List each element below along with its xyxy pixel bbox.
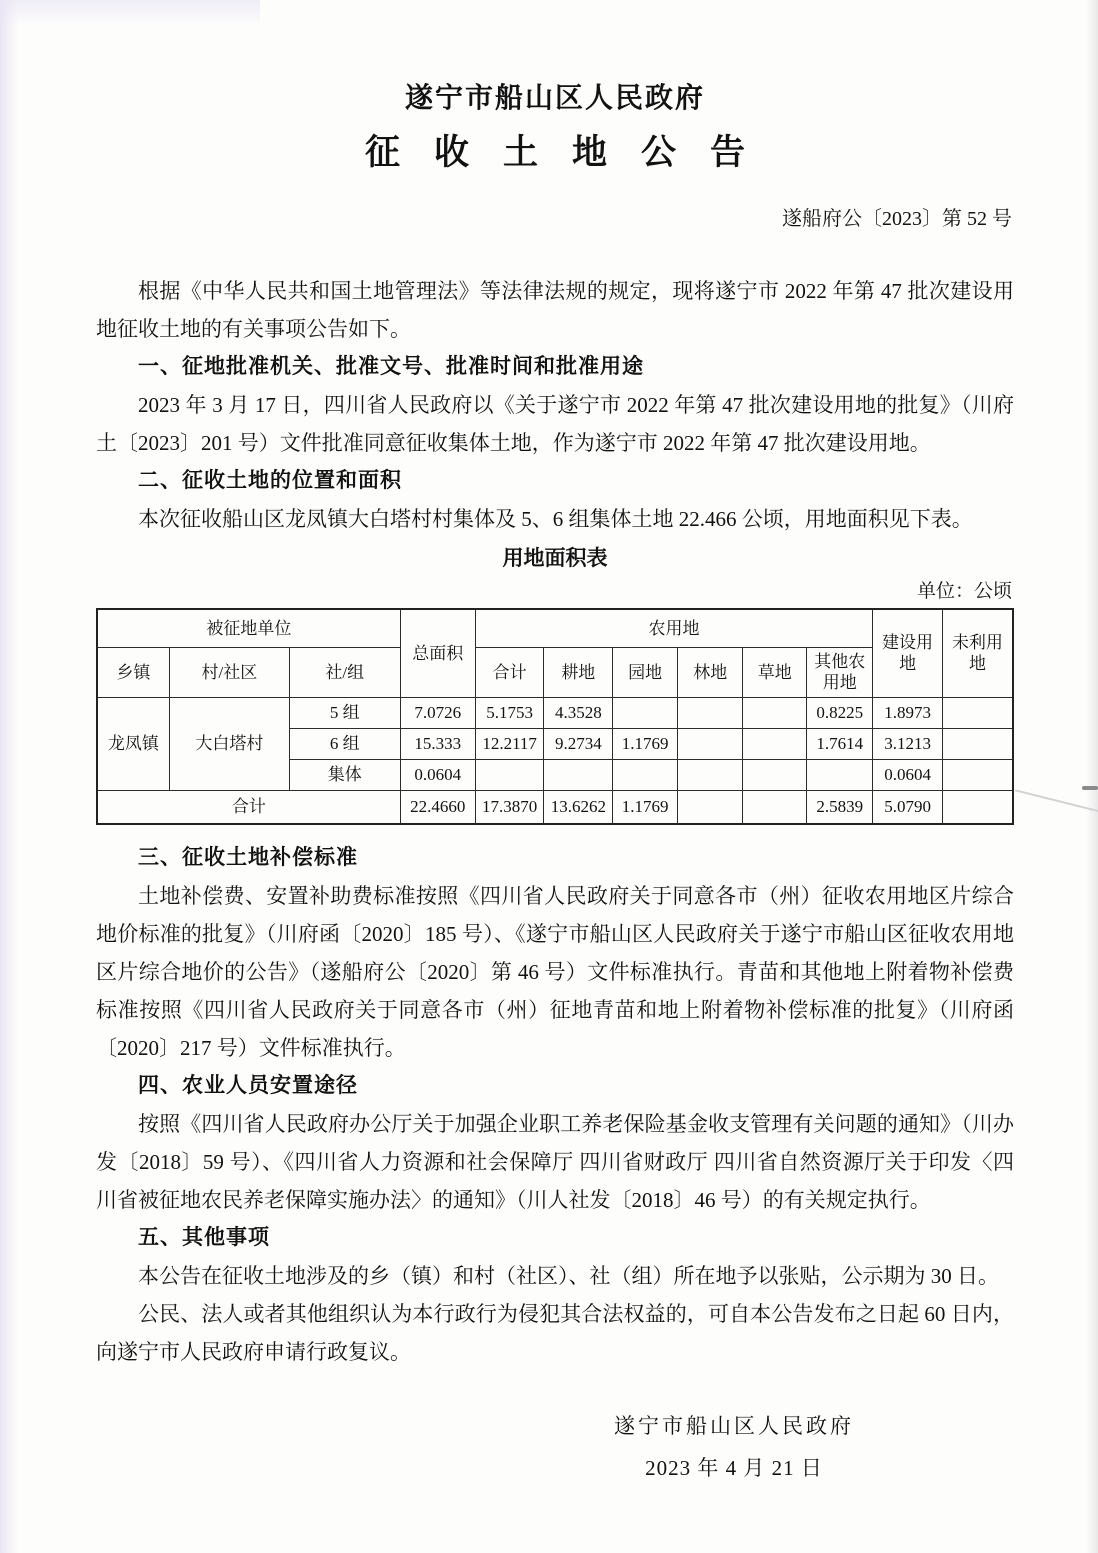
cell-construction: 0.0604 [873, 759, 943, 790]
section-2-paragraph: 本次征收船山区龙凤镇大白塔村村集体及 5、6 组集体土地 22.466 公顷，用地面积见下表。 [138, 507, 973, 531]
header-group: 社/组 [289, 647, 400, 697]
cell-grass [743, 697, 807, 728]
cell-other-farmland: 2.5839 [807, 790, 873, 824]
document-body [96, 272, 1014, 1481]
cell-grass [743, 790, 807, 824]
header-expropriated-unit: 被征地单位 [97, 609, 400, 647]
scan-edge-right [1086, 0, 1098, 1553]
cell-farm-subtotal: 12.2117 [475, 728, 544, 759]
table-unit-label: 单位：公顷 [916, 581, 1012, 602]
cell-unused [942, 790, 1013, 824]
header-forest: 林地 [678, 647, 743, 697]
signature-date: 2023 年 4 月 21 日 [645, 1456, 823, 1480]
cell-construction: 5.0790 [873, 790, 943, 824]
scan-mark-dash [1082, 786, 1098, 790]
cell-cultivated: 13.6262 [544, 790, 613, 824]
scan-edge-left [0, 0, 18, 1553]
cell-forest [678, 728, 743, 759]
doc-title: 征收土地公告 [364, 133, 779, 172]
cell-construction: 3.1213 [873, 728, 943, 759]
cell-cultivated [544, 759, 613, 790]
cell-total: 15.333 [400, 728, 475, 759]
cell-grass [743, 759, 807, 790]
header-farm-subtotal: 合计 [475, 647, 544, 697]
cell-unused [942, 697, 1013, 728]
cell-forest [678, 697, 743, 728]
section-5-paragraph-2: 公民、法人或者其他组织认为本行政行为侵犯其合法权益的，可自本公告发布之日起 60 日内，向遂宁市人民政府申请行政复议。 [96, 1302, 1014, 1364]
cell-garden: 1.1769 [613, 728, 678, 759]
header-cultivated: 耕地 [544, 647, 613, 697]
signature-block [614, 1413, 854, 1481]
cell-group: 5 组 [289, 697, 400, 728]
cell-farm-subtotal: 5.1753 [475, 697, 544, 728]
header-farmland-group: 农用地 [475, 609, 872, 647]
section-4-paragraph: 按照《四川省人民政府办公厅关于加强企业职工养老保险基金收支管理有关问题的通知》（川办发〔2018〕59 号）、《四川省人力资源和社会保障厅 四川省财政厅 四川省自然资源厅关于印发〈四川省被征地农民养老保障实施办法〉的通知》（川人社发〔2018〕46 号）的有关规定执行。 [96, 1112, 1014, 1212]
cell-other-farmland: 1.7614 [807, 728, 873, 759]
cell-forest [678, 759, 743, 790]
cell-township: 龙凤镇 [97, 697, 169, 790]
cell-farm-subtotal: 17.3870 [475, 790, 544, 824]
scan-edge-top [0, 0, 260, 26]
section-5-paragraph-1: 本公告在征收土地涉及的乡（镇）和村（社区）、社（组）所在地予以张贴，公示期为 30 日。 [138, 1264, 999, 1288]
land-area-table [96, 608, 1014, 825]
signature-org: 遂宁市船山区人民政府 [614, 1414, 854, 1438]
table-total-row [97, 790, 1013, 824]
cell-total: 7.0726 [400, 697, 475, 728]
cell-garden [613, 697, 678, 728]
table-title: 用地面积表 [502, 547, 608, 570]
section-4-heading: 四、农业人员安置途径 [138, 1074, 358, 1097]
cell-group: 6 组 [289, 728, 400, 759]
cell-construction: 1.8973 [873, 697, 943, 728]
doc-number: 遂船府公〔2023〕第 52 号 [782, 208, 1012, 230]
cell-total: 22.4660 [400, 790, 475, 824]
table-row [97, 697, 1013, 728]
section-3-heading: 三、征收土地补偿标准 [138, 846, 358, 869]
header-total-area: 总面积 [400, 609, 475, 697]
section-3-paragraph: 土地补偿费、安置补助费标准按照《四川省人民政府关于同意各市（州）征收农用地区片综合地价标准的批复》（川府函〔2020〕185 号）、《遂宁市船山区人民政府关于遂宁市船山区征收农用地区片综合地价的公告》（遂船府公〔2020〕第 46 号）文件标准执行。青苗和其他地上附着物补偿费标准按照《四川省人民政府关于同意各市（州）征地青苗和地上附着物补偿标准的批复》（川府函〔2020〕217 号）文件标准执行。 [96, 884, 1014, 1060]
header-village: 村/社区 [169, 647, 289, 697]
cell-group: 集体 [289, 759, 400, 790]
cell-other-farmland: 0.8225 [807, 697, 873, 728]
cell-total-label: 合计 [97, 790, 400, 824]
cell-cultivated: 4.3528 [544, 697, 613, 728]
header-other-farmland: 其他农用地 [807, 647, 873, 697]
cell-unused [942, 728, 1013, 759]
cell-cultivated: 9.2734 [544, 728, 613, 759]
header-construction-land: 建设用地 [873, 609, 943, 697]
section-1-paragraph: 2023 年 3 月 17 日，四川省人民政府以《关于遂宁市 2022 年第 47 批次建设用地的批复》（川府土〔2023〕201 号）文件批准同意征收集体土地，作为遂宁市 2022 年第 47 批次建设用地。 [96, 393, 1014, 455]
cell-farm-subtotal [475, 759, 544, 790]
header-grass: 草地 [743, 647, 807, 697]
cell-village: 大白塔村 [169, 697, 289, 790]
cell-forest [678, 790, 743, 824]
cell-garden: 1.1769 [613, 790, 678, 824]
intro-paragraph: 根据《中华人民共和国土地管理法》等法律法规的规定，现将遂宁市 2022 年第 47 批次建设用地征收土地的有关事项公告如下。 [96, 279, 1014, 341]
cell-grass [743, 728, 807, 759]
org-title: 遂宁市船山区人民政府 [404, 83, 705, 114]
cell-garden [613, 759, 678, 790]
section-5-heading: 五、其他事项 [138, 1226, 270, 1249]
cell-other-farmland [807, 759, 873, 790]
cell-total: 0.0604 [400, 759, 475, 790]
header-garden: 园地 [613, 647, 678, 697]
header-township: 乡镇 [97, 647, 169, 697]
header-unused-land: 未利用地 [942, 609, 1013, 697]
section-1-heading: 一、征地批准机关、批准文号、批准时间和批准用途 [138, 355, 644, 378]
cell-unused [942, 759, 1013, 790]
section-2-heading: 二、征收土地的位置和面积 [138, 469, 402, 492]
